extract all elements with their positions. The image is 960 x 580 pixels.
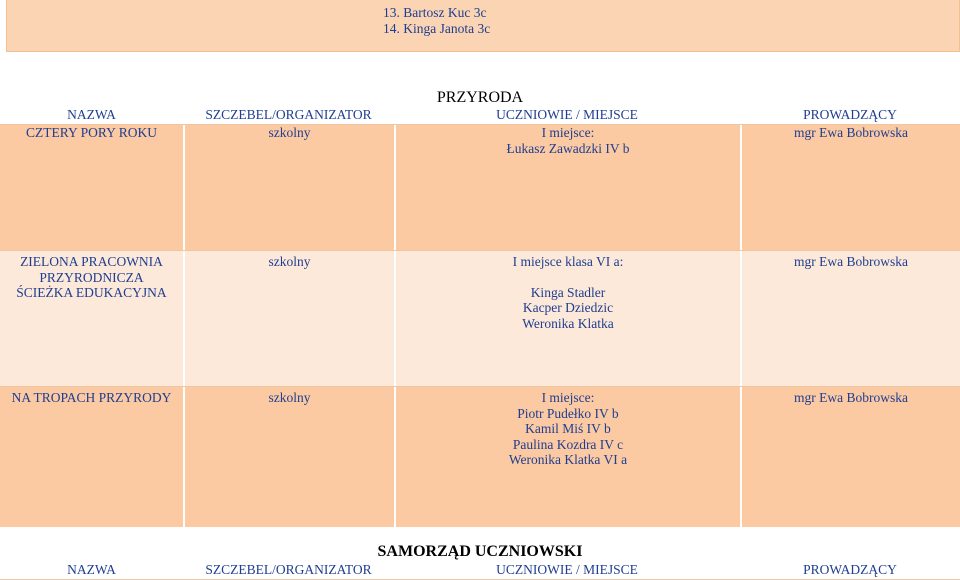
student-line: I miejsce: [541,390,595,405]
list-item: 14. Kinga Janota 3c [383,21,491,36]
cell-level [183,251,394,387]
cell-teacher [740,387,960,527]
section-title-przyroda: PRZYRODA [436,89,524,106]
student-line: Łukasz Zawadzki IV b [506,140,630,156]
row-level: szkolny [268,254,311,269]
row-level: szkolny [268,125,311,140]
table-row [0,124,960,251]
student-line: I miejsce: [541,125,595,140]
row-teacher: mgr Ewa Bobrowska [794,125,908,140]
cell-students [394,387,740,527]
header-students: UCZNIOWIE / MIEJSCE [496,107,638,122]
table-row [0,386,960,527]
student-line: Kacper Dziedzic [522,300,614,315]
row-name-line: ŚCIEŻKA EDUKACYJNA [16,285,167,300]
row-name-line: ZIELONA PRACOWNIA [20,254,163,269]
section-title-samorzad: SAMORZĄD UCZNIOWSKI [377,543,583,560]
row-name: NA TROPACH PRZYRODY [11,390,172,405]
student-line: I miejsce klasa VI a: [512,254,624,269]
row-name: CZTERY PORY ROKU [25,125,158,140]
previous-list-cell [6,0,960,52]
cell-level [183,125,394,251]
header-teacher: PROWADZĄCY [803,107,897,122]
cell-students [394,125,740,251]
cell-name [0,387,183,527]
student-line: Weronika Klatka VI a [508,452,628,467]
cell-name [0,251,183,387]
student-line: Kamil Miś IV b [525,421,611,436]
header-students: UCZNIOWIE / MIEJSCE [496,562,638,577]
cell-level [183,387,394,527]
table-row [0,250,960,387]
cell-teacher [740,251,960,387]
row-teacher: mgr Ewa Bobrowska [794,254,908,269]
student-line: Kinga Stadler [530,284,606,300]
student-line: Paulina Kozdra IV c [512,436,624,452]
row-level: szkolny [268,390,311,405]
header-level: SZCZEBEL/ORGANIZATOR [205,107,372,122]
table-header [0,561,960,579]
cell-students [394,251,740,387]
cell-name [0,125,183,251]
previous-list [383,5,490,37]
student-line: Piotr Pudełko IV b [517,405,619,421]
blank-line [396,270,740,285]
header-name: NAZWA [67,107,116,122]
student-line: Weronika Klatka [522,315,614,331]
header-name: NAZWA [67,562,116,577]
header-teacher: PROWADZĄCY [803,562,897,577]
cell-teacher [740,125,960,251]
list-item: 13. Bartosz Kuc 3c [383,5,487,20]
row-teacher: mgr Ewa Bobrowska [794,390,908,405]
table-header [0,106,960,124]
header-level: SZCZEBEL/ORGANIZATOR [205,562,372,577]
row-name-line: PRZYRODNICZA [39,269,144,285]
